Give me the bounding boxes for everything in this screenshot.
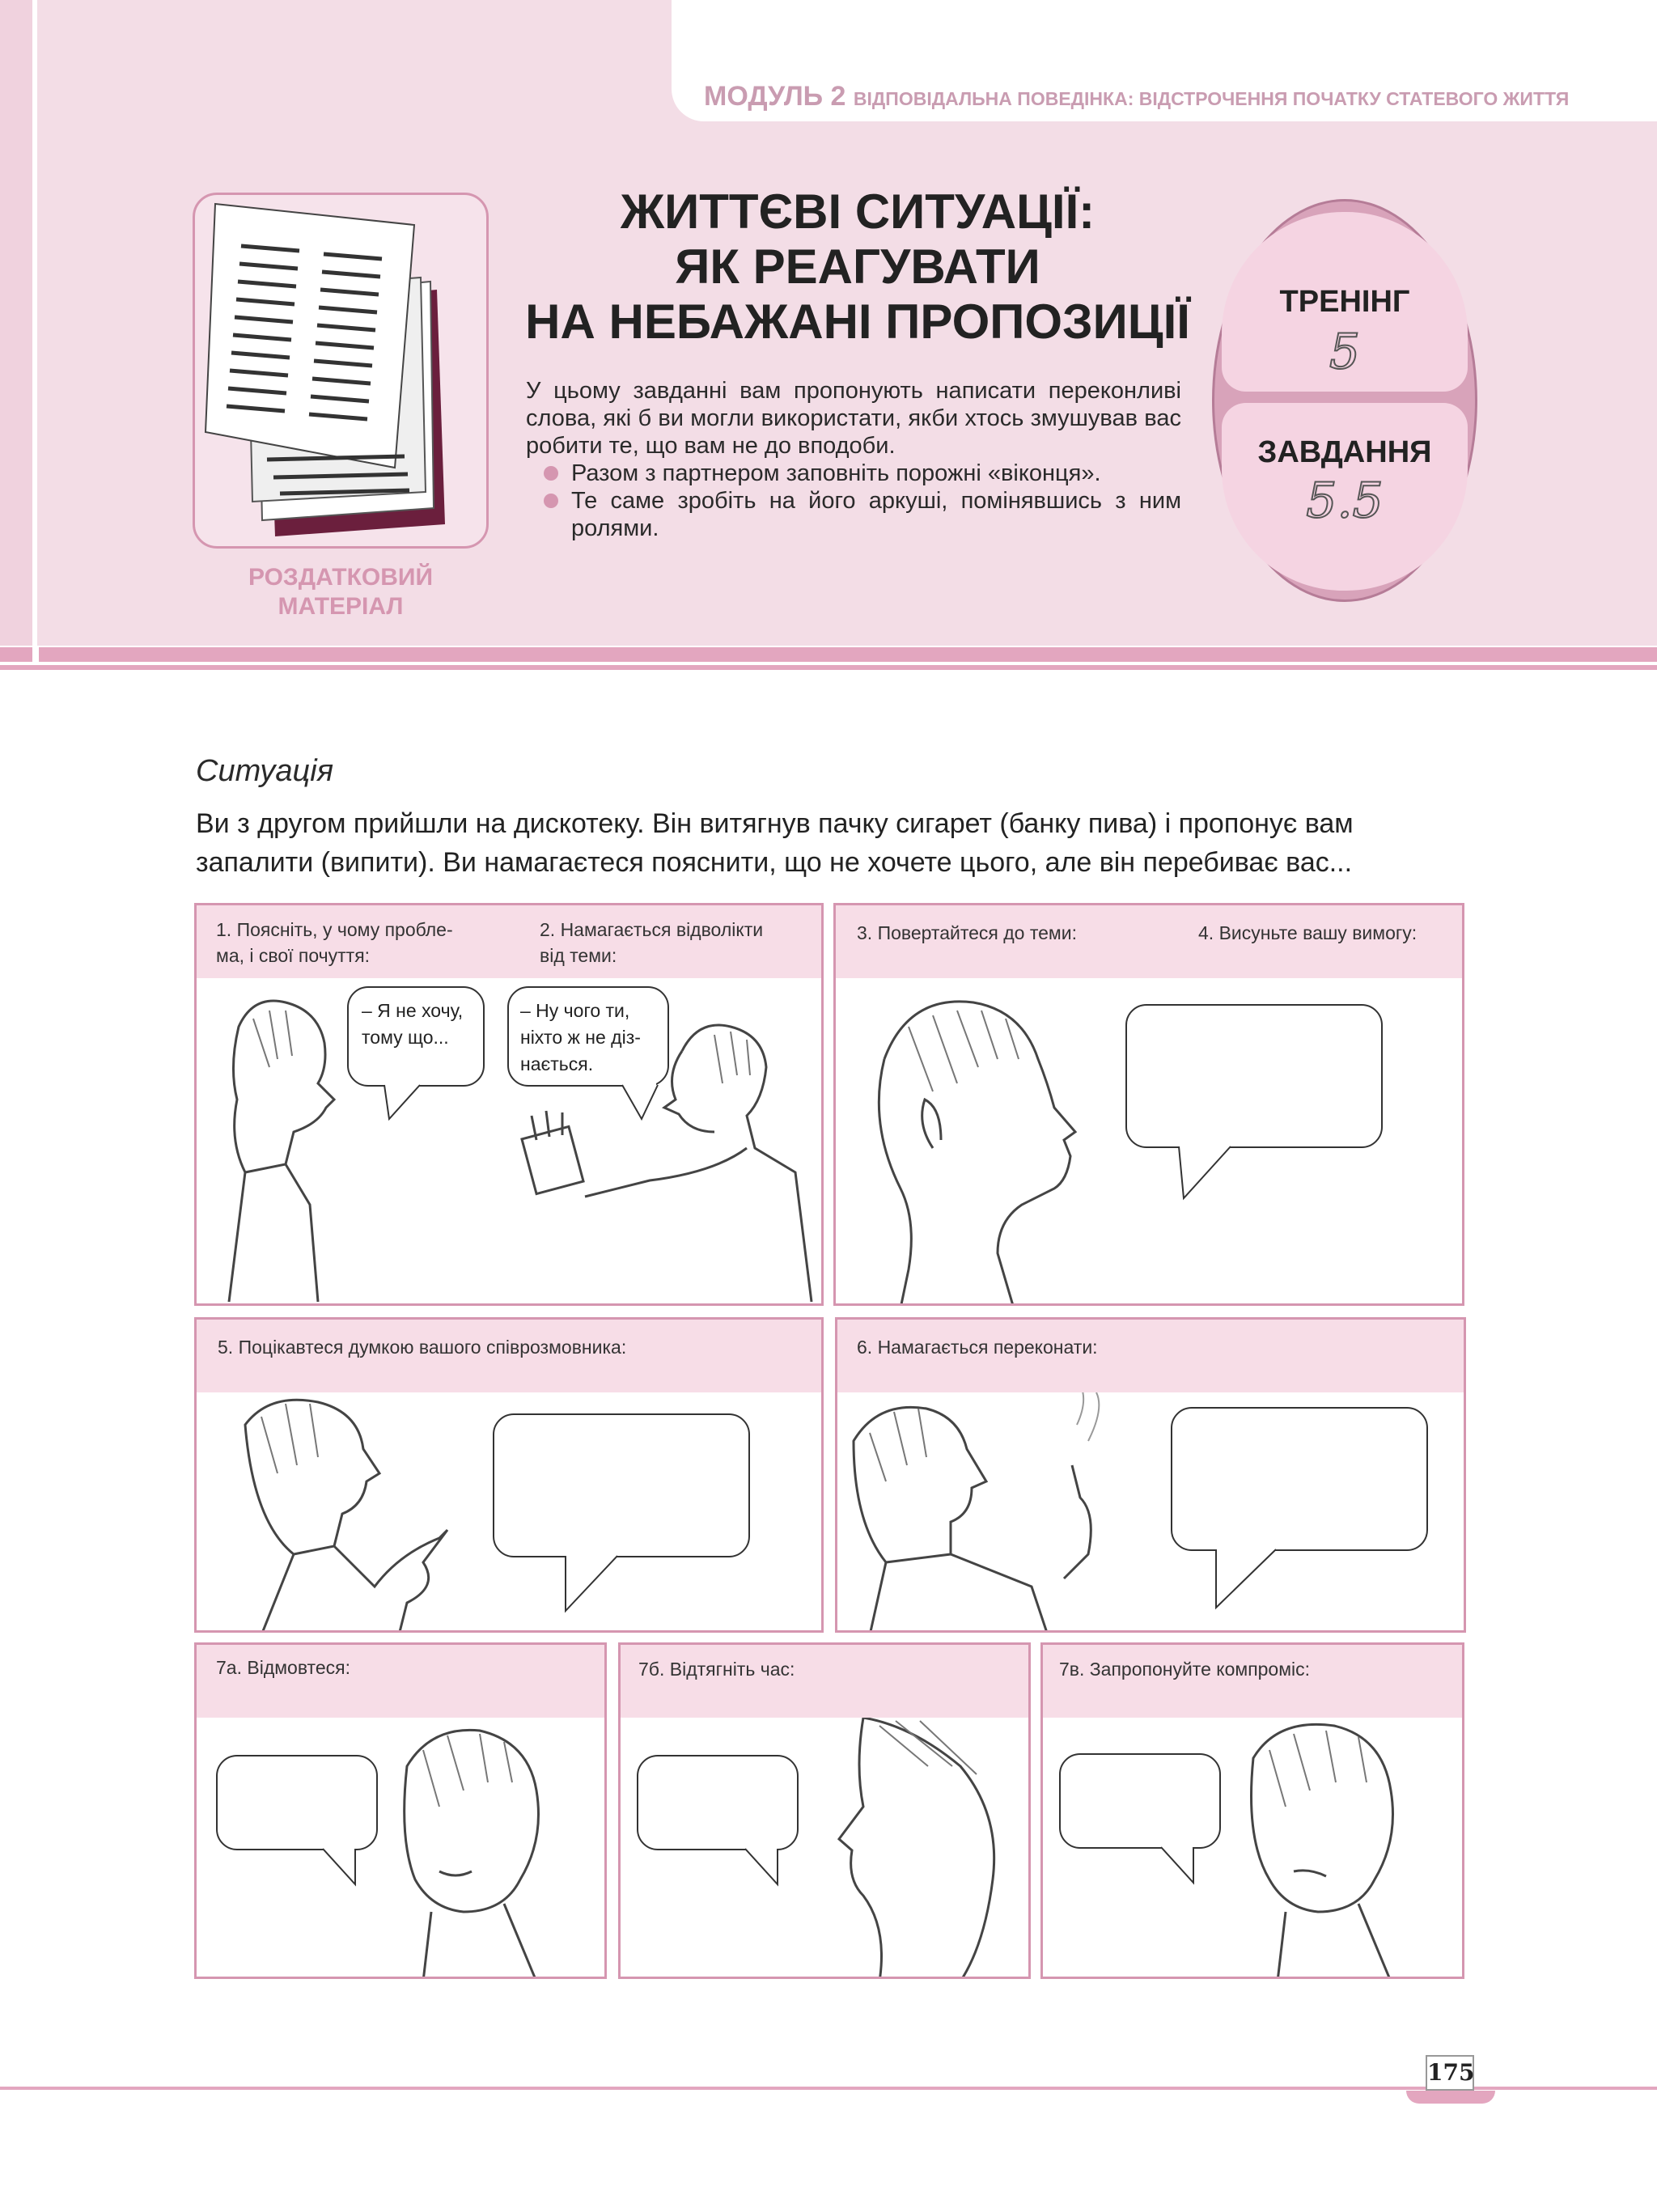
speech-line: тому що... xyxy=(362,1027,449,1048)
task-number: 5.5 xyxy=(1306,472,1384,529)
speech-line: – Ну чого ти, xyxy=(520,1000,630,1021)
caption-step-3: 3. Повертайтеся до теми: xyxy=(857,922,1077,943)
caption-line: 2. Намагається відволікти xyxy=(540,919,764,940)
caption-step-6: 6. Намагається переконати: xyxy=(857,1337,1098,1358)
band-rule xyxy=(0,647,1657,662)
instructions-list xyxy=(571,460,1181,542)
bubble-tail xyxy=(740,1844,789,1892)
comic-panel-7b xyxy=(618,1642,1031,1979)
left-margin-stripe xyxy=(0,0,32,646)
comic-panel-3-4 xyxy=(833,903,1464,1306)
caption-step-1 xyxy=(216,917,453,968)
left-margin-divider xyxy=(32,0,37,646)
title-line-2: ЯК РЕАГУВАТИ xyxy=(675,239,1040,294)
caption-line: 1. Поясніть, у чому пробле- xyxy=(216,919,453,940)
bubble-tail xyxy=(617,1080,666,1129)
comic-panel-5 xyxy=(194,1317,824,1633)
situation-text: Ви з другом прийшли на дискотеку. Він витягнув пачку сигарет (банку пива) і пропонує вам запалити (випити). Ви намагаєтеся пояснити, що не хочете цього, але він перебиває вас... xyxy=(196,808,1354,878)
handout-label xyxy=(193,563,489,621)
module-heading xyxy=(704,81,1569,112)
bubble-tail xyxy=(1174,1142,1239,1203)
bubble-tail xyxy=(379,1080,428,1129)
empty-speech-bubble-step-5[interactable] xyxy=(493,1413,750,1557)
bubble-tail xyxy=(1211,1545,1284,1612)
empty-speech-bubble-step-4[interactable] xyxy=(1125,1004,1383,1148)
instruction-bullet: Разом з партнером заповніть порожні «віконця». xyxy=(571,460,1181,487)
caption-step-2 xyxy=(540,917,763,968)
handout-label-line-1: РОЗДАТКОВИЙ xyxy=(248,564,434,591)
instruction-bullet: Те саме зробіть на його аркуші, помінявшись з ним ролями. xyxy=(571,488,1181,541)
footer-rule xyxy=(0,2087,1657,2090)
band-rule-gap xyxy=(32,647,39,675)
caption-step-4: 4. Висуньте вашу вимогу: xyxy=(1198,922,1418,943)
handout-label-line-2: МАТЕРІАЛ xyxy=(278,593,404,620)
module-label: МОДУЛЬ 2 xyxy=(704,81,846,112)
speech-refusal-text xyxy=(362,998,463,1051)
speech-line: ніхто ж не діз- xyxy=(520,1027,641,1048)
caption-step-7b: 7б. Відтягніть час: xyxy=(638,1659,795,1680)
title-line-3: НА НЕБАЖАНІ ПРОПОЗИЦІЇ xyxy=(525,295,1190,349)
handout-documents-icon xyxy=(202,201,477,540)
bubble-tail xyxy=(1156,1842,1205,1891)
situation-heading: Ситуація xyxy=(196,754,333,788)
task-label: ЗАВДАННЯ xyxy=(1257,435,1432,469)
page-title xyxy=(494,184,1222,350)
comic-panel-1-2 xyxy=(194,903,824,1306)
empty-speech-bubble-step-7v[interactable] xyxy=(1059,1753,1221,1849)
caption-step-5: 5. Поцікавтеся думкою вашого співрозмовника: xyxy=(218,1337,627,1358)
speech-line: нається. xyxy=(520,1053,594,1074)
training-label: ТРЕНІНГ xyxy=(1279,285,1410,319)
speech-distraction-text xyxy=(520,998,641,1078)
caption-step-7a: 7а. Відмовтеся: xyxy=(216,1657,350,1678)
empty-speech-bubble-step-6[interactable] xyxy=(1171,1407,1428,1551)
instructions-intro: У цьому завданні вам пропонують написати переконливі слова, які б ви могли використати, якби хтось змушував вас робити те, що вам не до вподоби. xyxy=(526,378,1181,459)
comic-panel-7a xyxy=(194,1642,607,1979)
footer-tab xyxy=(1406,2091,1495,2104)
comic-panel-7v xyxy=(1040,1642,1464,1979)
training-number: 5 xyxy=(1329,324,1361,380)
bubble-tail xyxy=(561,1551,625,1616)
title-line-1: ЖИТТЄВІ СИТУАЦІЇ: xyxy=(620,184,1095,239)
speech-line: – Я не хочу, xyxy=(362,1000,464,1021)
caption-step-7v: 7в. Запропонуйте компроміс: xyxy=(1059,1659,1311,1680)
comic-panel-6 xyxy=(835,1317,1466,1633)
module-subtitle: ВІДПОВІДАЛЬНА ПОВЕДІНКА: ВІДСТРОЧЕННЯ ПОЧАТКУ СТАТЕВОГО ЖИТТЯ xyxy=(853,88,1570,109)
band-rule-thin xyxy=(0,665,1657,670)
empty-speech-bubble-step-7a[interactable] xyxy=(216,1755,378,1850)
page-number: 175 xyxy=(1426,2055,1474,2091)
caption-line: від теми: xyxy=(540,945,617,966)
empty-speech-bubble-step-7b[interactable] xyxy=(637,1755,799,1850)
caption-line: ма, і свої почуття: xyxy=(216,945,371,966)
bubble-tail xyxy=(318,1844,367,1892)
